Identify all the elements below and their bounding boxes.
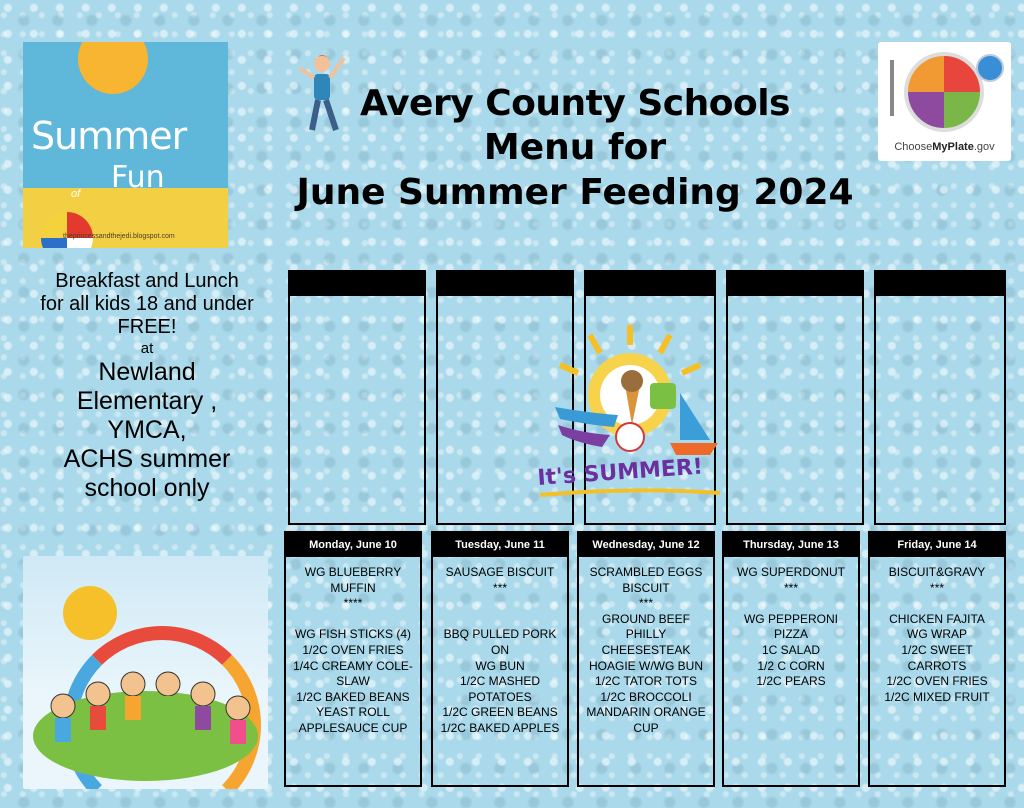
menu-item: *** [783, 580, 798, 595]
title-line-3: June Summer Feeding 2024 [296, 172, 854, 213]
menu-item: WG BUN [475, 658, 525, 673]
week1-day-box [726, 270, 864, 525]
menu-item: 1/2C BROCCOLI [600, 689, 692, 704]
menu-item: 1/2 C CORN [757, 658, 825, 673]
menu-item: CUP [633, 720, 659, 735]
day-header: Wednesday, June 12 [579, 533, 713, 557]
its-summer-text: It's SUMMER! [536, 454, 704, 491]
menu-item: SLAW [336, 674, 370, 689]
menu-item: 1C SALAD [761, 642, 821, 657]
menu-items [870, 557, 1004, 713]
info-line: Newland [98, 358, 196, 386]
menu-item: WG BLUEBERRY [304, 565, 402, 579]
sun-icon [78, 42, 148, 94]
logo-text-fun: Fun [111, 160, 165, 195]
menu-items [286, 557, 420, 745]
logo-text-summer: Summer [31, 114, 187, 158]
menu-items [579, 557, 713, 745]
menu-item: 1/2C MASHED [459, 674, 541, 689]
menu-item: *** [638, 596, 653, 611]
menu-item: *** [492, 580, 507, 595]
menu-item: 1/4C CREAMY COLE- [293, 658, 413, 673]
menu-item: 1/2C MIXED FRUIT [884, 689, 990, 704]
menu-item: 1/2C OVEN FRIES [886, 674, 988, 689]
kids-holding-hands-icon [23, 556, 268, 789]
menu-item [874, 596, 1000, 612]
menu-item: POTATOES [468, 689, 532, 704]
menu-item: 1/2C GREEN BEANS [442, 705, 558, 720]
day-header [876, 272, 1004, 296]
menu-item: HOAGIE W/WG BUN [589, 658, 703, 673]
menu-item: WG FISH STICKS (4) [294, 627, 411, 642]
day-header [728, 272, 862, 296]
menu-item: 1/2C PEARS [756, 674, 826, 689]
day-header: Thursday, June 13 [724, 533, 858, 557]
day-header: Monday, June 10 [286, 533, 420, 557]
day-header [586, 272, 714, 296]
menu-item: BISCUIT [622, 580, 670, 595]
info-line: YMCA, [107, 416, 187, 444]
plate-icon [904, 52, 984, 132]
menu-items [433, 557, 567, 745]
menu-item [290, 612, 416, 628]
menu-item: GROUND BEEF PHILLY [601, 611, 690, 642]
day-header [290, 272, 424, 296]
menu-item: SAUSAGE BISCUIT [445, 565, 555, 579]
menu-item: 1/2C OVEN FRIES [302, 642, 404, 657]
week1-day-box [288, 270, 426, 525]
menu-item: WG WRAP [907, 627, 967, 642]
fork-icon [890, 60, 894, 116]
menu-item: CHEESESTEAK [601, 642, 691, 657]
summer-of-fun-logo [23, 42, 228, 248]
menu-item: 1/2C BAKED APPLES [440, 720, 560, 735]
title-line-2: Menu for [483, 127, 667, 168]
info-line: Elementary , [76, 387, 218, 415]
day-header: Friday, June 14 [870, 533, 1004, 557]
menu-items [724, 557, 858, 698]
menu-item: SCRAMBLED EGGS [589, 565, 703, 579]
its-summer-art [530, 315, 740, 510]
menu-item: YEAST ROLL [316, 705, 390, 720]
menu-item: BISCUIT&GRAVY [888, 565, 986, 579]
info-line: FREE! [117, 316, 177, 338]
info-text [12, 270, 282, 503]
menu-item: 1/2C BAKED BEANS [296, 689, 410, 704]
menu-day-box [577, 531, 715, 787]
menu-item: MUFFIN [330, 580, 376, 595]
menu-day-box [868, 531, 1006, 787]
logo-credit: theprincessandthejedi.blogspot.com [63, 233, 175, 240]
menu-item: WG PEPPERONI PIZZA [743, 611, 838, 642]
menu-day-box [431, 531, 569, 787]
menu-item: **** [343, 596, 363, 611]
day-header [438, 272, 572, 296]
info-line: at [140, 340, 154, 357]
info-line: for all kids 18 and under [40, 293, 254, 315]
menu-day-box [722, 531, 860, 787]
menu-item [437, 612, 563, 628]
menu-item: BBQ PULLED PORK ON [443, 627, 557, 657]
dairy-cup-icon [976, 54, 1004, 82]
page-title [250, 82, 900, 216]
menu-item: CHICKEN FAJITA [889, 611, 985, 626]
menu-item [437, 596, 563, 612]
menu-item [728, 596, 854, 612]
logo-text-of: of [71, 188, 81, 200]
info-line: school only [84, 474, 210, 502]
myplate-logo [878, 42, 1011, 161]
menu-item: 1/2C TATOR TOTS [594, 674, 698, 689]
day-header: Tuesday, June 11 [433, 533, 567, 557]
menu-day-box [284, 531, 422, 787]
title-line-1: Avery County Schools [360, 83, 790, 124]
menu-item: *** [929, 580, 944, 595]
week1-day-box [874, 270, 1006, 525]
menu-item: MANDARIN ORANGE [586, 705, 706, 720]
kids-rainbow-illustration [23, 556, 268, 789]
menu-item: WG SUPERDONUT [737, 565, 845, 579]
menu-item: APPLESAUCE CUP [298, 720, 408, 735]
menu-item: 1/2C SWEET CARROTS [901, 642, 973, 673]
myplate-label: ChooseMyPlate.gov [894, 141, 995, 153]
info-line: ACHS summer [63, 445, 231, 473]
info-line: Breakfast and Lunch [55, 270, 239, 292]
